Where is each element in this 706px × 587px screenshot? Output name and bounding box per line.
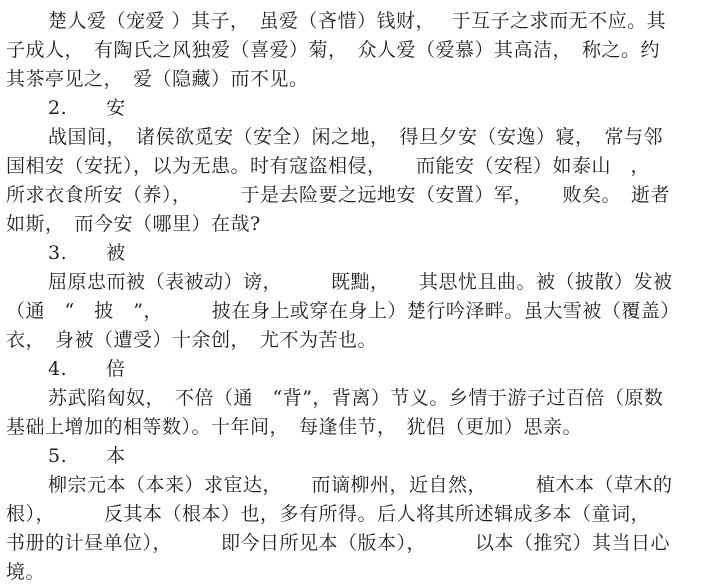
text-line: （通 “ 披 ”， 披在身上或穿在身上）楚行吟泽畔。虽大雪被（覆盖） [6,300,680,322]
text-line: 柳宗元本（本来）求宦达， 而谪柳州，近自然， 植木本（草木的 [48,474,673,496]
text-line: 楚人爱（宠爱 ）其子， 虽爱（吝惜）钱财， 于互子之求而无不应。其 [48,10,667,32]
text-line: 战国间， 诸侯欲觅安（安全）闲之地， 得旦夕安（安逸）寝， 常与邻 [48,126,664,148]
text-line: 如斯， 而今安（哪里）在哉? [6,213,261,235]
text-line: 根）， 反其本（根本）也，多有所得。后人将其所述辑成多本（童词， [6,503,651,525]
text-line: 国相安（安抚），以为无患。时有寇盗相侵， 而能安（安程）如泰山 ， [6,155,651,177]
text-line: 所求衣食所安（养）， 于是去险要之远地安（安置）军， 败矣。 逝者 [6,184,671,206]
text-line: 衣， 身被（遭受）十余创， 尤不为苦也。 [6,329,378,351]
text-line: 境。 [6,561,46,583]
section-heading: 3. 被 [48,242,126,264]
text-line: 基础上增加的相等数）。十年间， 每逢佳节， 犹侣（更加）思亲。 [6,416,583,438]
document-body [6,7,700,587]
text-line: 苏武陷匈奴， 不倍（通 “背”，背离）节义。乡情于游子过百倍（原数 [48,387,664,409]
section-heading: 2. 安 [48,97,126,119]
section-heading: 5. 本 [48,445,126,467]
section-heading: 4. 倍 [48,358,126,380]
text-line: 书册的计昼单位）， 即今日所见本（版本）， 以本（推究）其当日心 [6,532,671,554]
text-line: 其茶亭见之， 爱（隐藏）而不见。 [6,68,309,90]
text-line: 子成人， 有陶氏之风独爱（喜爱）菊， 众人爱（爱慕）其高洁， 称之。约 [6,39,661,61]
text-line: 屈原忠而被（表被动）谤， 既黜， 其思忧且曲。被（披散）发被 [48,271,673,293]
